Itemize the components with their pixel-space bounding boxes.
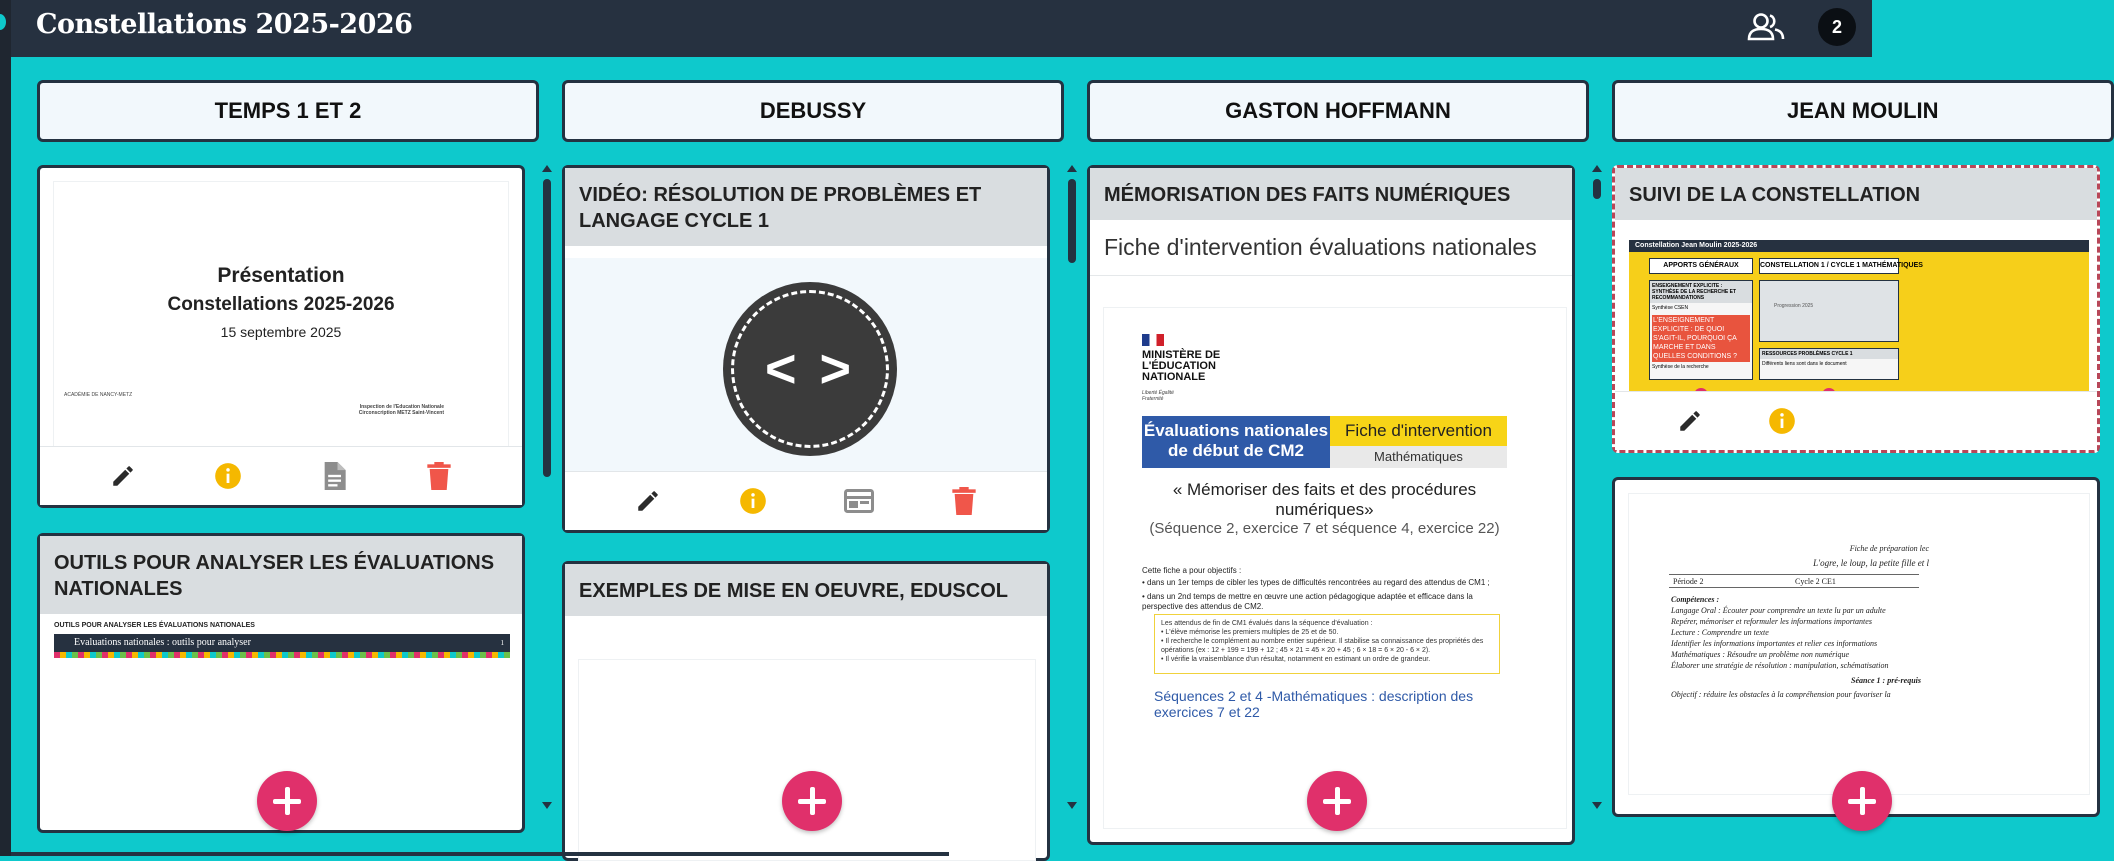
preview-bar	[54, 634, 510, 652]
doc-section-title: Séquences 2 et 4 -Mathématiques : description des exercices 7 et 22	[1154, 688, 1474, 720]
embed-area	[565, 258, 1047, 480]
card-list	[1612, 165, 1929, 809]
board	[11, 57, 1939, 856]
preview-panel-3	[1759, 348, 1899, 380]
card-title: EXEMPLES DE MISE EN OEUVRE, EDUSCOL	[565, 564, 1047, 616]
slide-title-line-2: Constellations 2025-2026	[167, 294, 395, 315]
slide-inspection-text: Inspection de l'Education Nationale Circonscription METZ Saint-Vincent	[358, 404, 444, 416]
banner-fiche: Fiche d'intervention	[1330, 416, 1507, 446]
preview-header-text: OUTILS POUR ANALYSER LES ÉVALUATIONS NATIONALES	[54, 622, 255, 629]
ministry-logo-text: MINISTÈRE DE L'ÉDUCATION NATIONALE	[1142, 349, 1221, 383]
info-icon[interactable]	[736, 484, 770, 518]
card-list	[37, 165, 525, 809]
users-icon[interactable]	[1746, 12, 1786, 42]
doc-objective-2: • dans un 2nd temps de mettre en œuvre une action pédagogique adaptée et efficace dans la perspective des attendus de CM2.	[1142, 592, 1473, 611]
embed-code-symbol: < >	[764, 339, 856, 399]
column-temps-1-et-2	[11, 57, 513, 856]
panel-1-highlight: L'ENSEIGNEMENT EXPLICITE : DE QUOI S'AGIT-IL, POURQUOI ÇA MARCHE ET DANS QUELLES CONDITIONS ?	[1652, 315, 1750, 362]
card-title: MÉMORISATION DES FAITS NUMÉRIQUES	[1090, 168, 1572, 220]
box-line-1: Les attendus de fin de CM1 évalués dans la séquence d'évaluation :	[1161, 620, 1373, 627]
fiche-period: Période 2	[1673, 577, 1704, 586]
fiche-objective: Objectif : réduire les obstacles à la compréhension pour favoriser la	[1671, 690, 1891, 699]
panel-1-footer: Synthèse de la recherche	[1652, 364, 1709, 370]
card-list	[1087, 165, 1575, 809]
info-icon[interactable]	[1765, 404, 1799, 438]
card-subtitle: Fiche d'intervention évaluations nationales	[1090, 220, 1572, 276]
doc-quote: « Mémoriser des faits et des procédures numériques»	[1172, 480, 1477, 519]
fiche-skill: Élaborer une stratégie de résolution : manipulation, schématisation	[1671, 661, 1889, 670]
fiche-preview	[1629, 494, 2089, 794]
fiche-title-2: L'ogre, le loup, la petite fille et l	[1813, 558, 1929, 568]
panel-3-title: RESSOURCES PROBLÈMES CYCLE 1	[1760, 349, 1898, 359]
delete-icon[interactable]	[947, 484, 981, 518]
users-count-badge[interactable]: 2	[1818, 8, 1856, 46]
card-memorisation[interactable]	[1087, 165, 1575, 845]
column-header[interactable]: JEAN MOULIN	[1612, 80, 2114, 142]
fiche-skill: Identifier les informations importantes et relier ces informations	[1671, 639, 1878, 648]
fiche-session: Séance 1 : pré-requis	[1851, 676, 1921, 685]
embed-layout-icon[interactable]	[842, 484, 876, 518]
card-fiche-preparation[interactable]	[1612, 477, 2100, 817]
preview-bar: Constellation Jean Moulin 2025-2026	[1629, 240, 2089, 252]
card-title: VIDÉO: RÉSOLUTION DE PROBLÈMES ET LANGAGE CYCLE 1	[565, 168, 1047, 246]
board-title: Constellations 2025-2026	[36, 9, 413, 40]
slide-title-line-1: Présentation	[217, 264, 345, 287]
left-edge-bar	[0, 0, 11, 856]
column-jean-moulin	[1586, 57, 2088, 856]
slide-logo-text: ACADÉMIE DE NANCY-METZ	[64, 392, 133, 398]
card-actions	[565, 471, 1047, 530]
add-card-button[interactable]	[257, 771, 317, 831]
card-video-resolution[interactable]	[562, 165, 1050, 533]
preview-panel-2	[1759, 280, 1899, 342]
republic-flag	[1142, 334, 1164, 346]
left-edge-marker	[0, 14, 6, 30]
banner-evaluations: Évaluations nationales de début de CM2	[1142, 416, 1330, 468]
box-line-4: • Il vérifie la vraisemblance d'un résultat, notamment en estimant un ordre de grandeur.	[1161, 656, 1431, 663]
doc-objectives-intro: Cette fiche a pour objectifs :	[1142, 566, 1242, 575]
delete-icon[interactable]	[422, 459, 456, 493]
doc-attendus-box	[1154, 614, 1500, 674]
fiche-skill: Mathématiques : Résoudre un problème non numérique	[1671, 650, 1850, 659]
fiche-skills	[1671, 594, 1971, 671]
column-header[interactable]: DEBUSSY	[562, 80, 1064, 142]
card-suivi-constellation[interactable]	[1612, 165, 2100, 453]
fiche-skill: Repérer, mémoriser et reformuler les informations importantes	[1671, 617, 1872, 626]
box-line-2: • L'élève mémorise les premiers multiples de 25 et de 50.	[1161, 629, 1339, 636]
preview-color-strip	[54, 652, 510, 658]
doc-objective-1: • dans un 1er temps de cibler les types de difficultés rencontrées au regard des attendus de CM1 ;	[1142, 578, 1490, 587]
preview-panel-1	[1649, 280, 1753, 380]
horizontal-scrollbar[interactable]	[11, 852, 949, 856]
info-icon[interactable]	[211, 459, 245, 493]
panel-2-text: Progression 2025	[1774, 303, 1814, 309]
fiche-title-1: Fiche de préparation lec	[1849, 544, 1929, 553]
card-list	[562, 165, 1050, 809]
column-header[interactable]: TEMPS 1 ET 2	[37, 80, 539, 142]
card-actions	[1615, 391, 2097, 450]
embed-icon[interactable]	[723, 282, 897, 456]
add-card-button[interactable]	[782, 771, 842, 831]
card-actions	[40, 446, 522, 505]
document-preview	[1104, 308, 1566, 828]
column-debussy	[536, 57, 1038, 856]
fiche-skills-label: Compétences :	[1671, 595, 1720, 604]
card-title: OUTILS POUR ANALYSER LES ÉVALUATIONS NATIONALES	[40, 536, 522, 614]
add-card-button[interactable]	[1832, 771, 1892, 831]
fiche-skill: Lecture : Comprendre un texte	[1671, 628, 1769, 637]
card-presentation[interactable]	[37, 165, 525, 508]
column-header[interactable]: GASTON HOFFMANN	[1087, 80, 1589, 142]
fiche-table-row	[1669, 574, 1919, 588]
panel-3-text: Différents liens sont dans le document	[1762, 361, 1847, 367]
edit-icon[interactable]	[106, 459, 140, 493]
motto: Liberté Égalité Fraternité	[1142, 390, 1174, 402]
preview-header-2: CONSTELLATION 1 / CYCLE 1 MATHÉMATIQUES	[1759, 258, 1899, 274]
top-bar	[0, 0, 1872, 57]
fiche-cycle: Cycle 2 CE1	[1795, 577, 1836, 586]
preview-header-1: APPORTS GÉNÉRAUX	[1649, 258, 1753, 274]
edit-icon[interactable]	[631, 484, 665, 518]
banner-mathematiques: Mathématiques	[1330, 446, 1507, 468]
board-preview	[54, 622, 510, 682]
doc-sequence: (Séquence 2, exercice 7 et séquence 4, exercice 22)	[1149, 520, 1500, 537]
card-title: SUIVI DE LA CONSTELLATION	[1615, 168, 2097, 220]
panel-1-title: ENSEIGNEMENT EXPLICITE : SYNTHÈSE DE LA RECHERCHE ET RECOMMANDATIONS	[1650, 281, 1752, 303]
edit-icon[interactable]	[1673, 404, 1707, 438]
fiche-skill: Langage Oral : Écouter pour comprendre un texte lu par un adulte	[1671, 606, 1886, 615]
document-icon[interactable]	[317, 459, 351, 493]
add-card-button[interactable]	[1307, 771, 1367, 831]
box-line-3: • Il recherche le complément au nombre entier supérieur. Il stabilise sa connaissance des propriétés des opérations (ex : 12 + 199 = 199 + 12 ; 45 × 21 = 45 × 20 + 45 ; 6 × 18 = 6 × 20 - 6 × 2).	[1161, 638, 1484, 654]
constellation-board-preview	[1629, 240, 2089, 405]
column-gaston-hoffmann	[1061, 57, 1563, 856]
preview-bar-title: Evaluations nationales : outils pour analyser	[74, 637, 251, 648]
slide-date: 15 septembre 2025	[220, 324, 342, 340]
panel-1-text: Synthèse CSEN	[1652, 305, 1689, 311]
preview-users-count: 1	[500, 639, 504, 647]
